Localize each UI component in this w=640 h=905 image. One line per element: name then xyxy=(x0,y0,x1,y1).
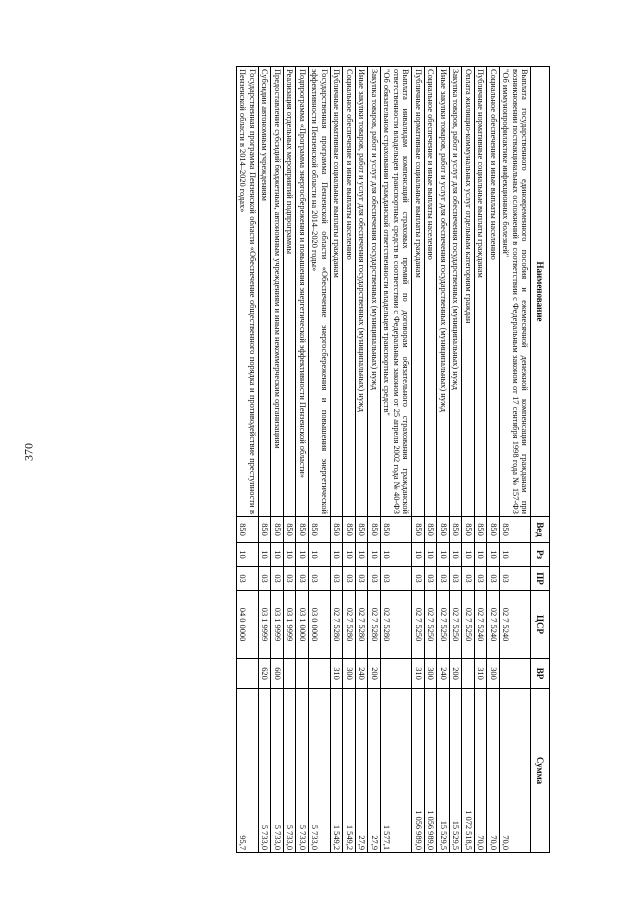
row-csr: 02 7 5240 xyxy=(487,591,499,659)
row-csr: 02 7 5240 xyxy=(474,591,486,659)
row-name: Предоставление субсидий бюджетным, автономным учреждениям и иным некоммерческим организациям xyxy=(271,67,283,517)
header-ved: Вед xyxy=(531,517,550,543)
row-name: Подпрограмма «Программа энергосбережения и повышения энергетической эффективности Пензенской области» xyxy=(296,67,308,517)
row-sum: 1 056 989,0 xyxy=(412,689,424,853)
row-pr: 03 xyxy=(380,567,411,591)
row-vr xyxy=(499,659,530,689)
table-header-row xyxy=(531,67,550,853)
row-sum: 1 549,2 xyxy=(343,689,355,853)
row-ved: 850 xyxy=(412,517,424,543)
row-vr: 310 xyxy=(474,659,486,689)
table-row xyxy=(330,67,342,853)
row-ved: 850 xyxy=(330,517,342,543)
row-pr: 03 xyxy=(258,567,270,591)
row-pr: 03 xyxy=(487,567,499,591)
row-name: Иные закупки товаров, работ и услуг для обеспечения государственных (муниципальных) нужд xyxy=(437,67,449,517)
row-csr: 02 7 5280 xyxy=(380,591,411,659)
row-sum: 15 529,5 xyxy=(449,689,461,853)
row-pr: 03 xyxy=(412,567,424,591)
row-ved: 850 xyxy=(283,517,295,543)
row-vr: 620 xyxy=(258,659,270,689)
row-sum: 70,0 xyxy=(487,689,499,853)
row-csr: 02 7 5250 xyxy=(424,591,436,659)
row-rz: 10 xyxy=(412,543,424,567)
row-name: Оплата жилищно-коммунальных услуг отдельным категориям граждан xyxy=(462,67,474,517)
row-rz: 10 xyxy=(380,543,411,567)
row-ved: 850 xyxy=(487,517,499,543)
row-vr: 300 xyxy=(424,659,436,689)
row-rz: 10 xyxy=(474,543,486,567)
row-pr: 03 xyxy=(308,567,330,591)
row-ved: 850 xyxy=(462,517,474,543)
table-row xyxy=(412,67,424,853)
row-vr xyxy=(462,659,474,689)
row-sum: 5 733,0 xyxy=(258,689,270,853)
row-name: Закупка товаров, работ и услуг для обеспечения государственных (муниципальных) нужд xyxy=(368,67,380,517)
row-vr: 300 xyxy=(487,659,499,689)
row-sum: 95,7 xyxy=(236,689,258,853)
row-name: Публичные нормативные социальные выплаты гражданам xyxy=(330,67,342,517)
row-name: Реализация отдельных мероприятий подпрограммы xyxy=(283,67,295,517)
row-csr: 04 0 0000 xyxy=(236,591,258,659)
row-pr: 03 xyxy=(343,567,355,591)
row-csr: 02 7 5280 xyxy=(343,591,355,659)
table-row xyxy=(499,67,530,853)
row-sum: 1 072 518,5 xyxy=(462,689,474,853)
table-row xyxy=(296,67,308,853)
page-number: 370 xyxy=(21,443,36,461)
row-sum: 27,9 xyxy=(368,689,380,853)
table-row xyxy=(462,67,474,853)
row-name: Субсидии автономным учреждениям xyxy=(258,67,270,517)
row-pr: 03 xyxy=(355,567,367,591)
row-rz: 10 xyxy=(462,543,474,567)
row-sum: 1 056 989,0 xyxy=(424,689,436,853)
table-row xyxy=(258,67,270,853)
row-pr: 03 xyxy=(499,567,530,591)
row-csr: 02 7 5250 xyxy=(462,591,474,659)
row-vr: 310 xyxy=(330,659,342,689)
header-vr: ВР xyxy=(531,659,550,689)
row-pr: 03 xyxy=(368,567,380,591)
row-pr: 03 xyxy=(296,567,308,591)
row-sum: 70,0 xyxy=(474,689,486,853)
row-vr xyxy=(380,659,411,689)
row-pr: 03 xyxy=(271,567,283,591)
row-name: Социальное обеспечение и иные выплаты населению xyxy=(487,67,499,517)
table-row xyxy=(437,67,449,853)
row-csr: 03 1 9999 xyxy=(258,591,270,659)
row-rz: 10 xyxy=(271,543,283,567)
table-row xyxy=(283,67,295,853)
row-vr: 200 xyxy=(449,659,461,689)
row-ved: 850 xyxy=(308,517,330,543)
row-ved: 850 xyxy=(474,517,486,543)
row-rz: 10 xyxy=(330,543,342,567)
row-vr xyxy=(296,659,308,689)
row-rz: 10 xyxy=(424,543,436,567)
row-name: Иные закупки товаров, работ и услуг для обеспечения государственных (муниципальных) нужд xyxy=(355,67,367,517)
row-vr: 310 xyxy=(412,659,424,689)
row-rz: 10 xyxy=(283,543,295,567)
row-ved: 850 xyxy=(271,517,283,543)
row-rz: 10 xyxy=(236,543,258,567)
row-pr: 03 xyxy=(449,567,461,591)
rotated-page xyxy=(94,66,550,852)
row-ved: 850 xyxy=(236,517,258,543)
budget-table xyxy=(236,66,550,853)
row-pr: 03 xyxy=(474,567,486,591)
row-name: Социальное обеспечение и иные выплаты населению xyxy=(424,67,436,517)
row-pr: 03 xyxy=(437,567,449,591)
row-ved: 850 xyxy=(343,517,355,543)
row-csr: 02 7 5250 xyxy=(437,591,449,659)
row-csr: 02 7 5240 xyxy=(499,591,530,659)
row-ved: 850 xyxy=(424,517,436,543)
table-row xyxy=(271,67,283,853)
row-sum: 27,9 xyxy=(355,689,367,853)
row-ved: 850 xyxy=(258,517,270,543)
row-ved: 850 xyxy=(355,517,367,543)
row-ved: 850 xyxy=(437,517,449,543)
row-rz: 10 xyxy=(258,543,270,567)
row-sum: 15 529,5 xyxy=(437,689,449,853)
row-rz: 10 xyxy=(343,543,355,567)
row-name: Государственная программа Пензенской области «Обеспечение энергосбережения и повышения энергетической эффективности Пензенской области на 2014–2020 годы» xyxy=(308,67,330,517)
row-pr: 03 xyxy=(330,567,342,591)
row-sum: 70,0 xyxy=(499,689,530,853)
row-ved: 850 xyxy=(499,517,530,543)
header-csr: ЦСР xyxy=(531,591,550,659)
row-sum: 5 733,0 xyxy=(296,689,308,853)
row-ved: 850 xyxy=(296,517,308,543)
row-ved: 850 xyxy=(380,517,411,543)
row-vr: 300 xyxy=(343,659,355,689)
table-row xyxy=(487,67,499,853)
row-csr: 03 1 0000 xyxy=(296,591,308,659)
row-name: Закупка товаров, работ и услуг для обеспечения государственных (муниципальных) нужд xyxy=(449,67,461,517)
table-row xyxy=(308,67,330,853)
row-vr: 240 xyxy=(355,659,367,689)
table-row xyxy=(355,67,367,853)
table-row xyxy=(343,67,355,853)
row-sum: 1 549,2 xyxy=(330,689,342,853)
row-sum: 5 733,0 xyxy=(283,689,295,853)
table-row xyxy=(380,67,411,853)
table-row xyxy=(474,67,486,853)
row-vr xyxy=(236,659,258,689)
table-row xyxy=(449,67,461,853)
row-rz: 10 xyxy=(368,543,380,567)
row-csr: 03 1 9999 xyxy=(271,591,283,659)
table-row xyxy=(236,67,258,853)
row-name: Государственная программа Пензенской области «Обеспечение общественного порядка и противодействие преступности в Пензенской области в 2014–2020 годах» xyxy=(236,67,258,517)
row-name: Публичные нормативные социальные выплаты гражданам xyxy=(412,67,424,517)
row-csr: 03 1 9999 xyxy=(283,591,295,659)
row-pr: 03 xyxy=(283,567,295,591)
header-name: Наименование xyxy=(531,67,550,517)
row-vr xyxy=(308,659,330,689)
row-rz: 10 xyxy=(437,543,449,567)
row-csr: 02 7 5280 xyxy=(368,591,380,659)
row-rz: 10 xyxy=(296,543,308,567)
row-csr: 02 7 5280 xyxy=(355,591,367,659)
row-rz: 10 xyxy=(449,543,461,567)
header-pr: ПР xyxy=(531,567,550,591)
row-csr: 02 7 5280 xyxy=(330,591,342,659)
row-vr: 200 xyxy=(368,659,380,689)
row-name: Выплата инвалидам компенсаций страховых премий по договорам обязательного страхования гражданской ответственности владельцев транспортных средств в соответствии с Федеральным законом от 25 апреля 2002 года № 40-ФЗ "Об обязательном страховании гражданской ответственности владельцев транспортных средств" xyxy=(380,67,411,517)
table-row xyxy=(368,67,380,853)
row-pr: 03 xyxy=(236,567,258,591)
row-rz: 10 xyxy=(487,543,499,567)
row-vr: 240 xyxy=(437,659,449,689)
row-name: Выплата государственного единовременного пособия и ежемесячной денежной компенсации гражданам при возникновении поствакцинальных осложнений в соответствии с Федеральным законом от 17 сентября 1998 года № 157-ФЗ "Об иммунопрофилактике инфекционных болезней" xyxy=(499,67,530,517)
row-sum: 5 733,0 xyxy=(308,689,330,853)
row-csr: 03 0 0000 xyxy=(308,591,330,659)
row-vr xyxy=(283,659,295,689)
row-csr: 02 7 5250 xyxy=(449,591,461,659)
row-ved: 850 xyxy=(449,517,461,543)
row-rz: 10 xyxy=(308,543,330,567)
row-name: Социальное обеспечение и иные выплаты населению xyxy=(343,67,355,517)
row-rz: 10 xyxy=(355,543,367,567)
row-name: Публичные нормативные социальные выплаты гражданам xyxy=(474,67,486,517)
row-pr: 03 xyxy=(424,567,436,591)
row-pr: 03 xyxy=(462,567,474,591)
row-ved: 850 xyxy=(368,517,380,543)
row-sum: 5 733,0 xyxy=(271,689,283,853)
header-sum: Сумма xyxy=(531,689,550,853)
header-rz: Рз xyxy=(531,543,550,567)
table-row xyxy=(424,67,436,853)
row-vr: 600 xyxy=(271,659,283,689)
table-body xyxy=(236,67,530,853)
row-csr: 02 7 5250 xyxy=(412,591,424,659)
row-rz: 10 xyxy=(499,543,530,567)
row-sum: 1 577,1 xyxy=(380,689,411,853)
